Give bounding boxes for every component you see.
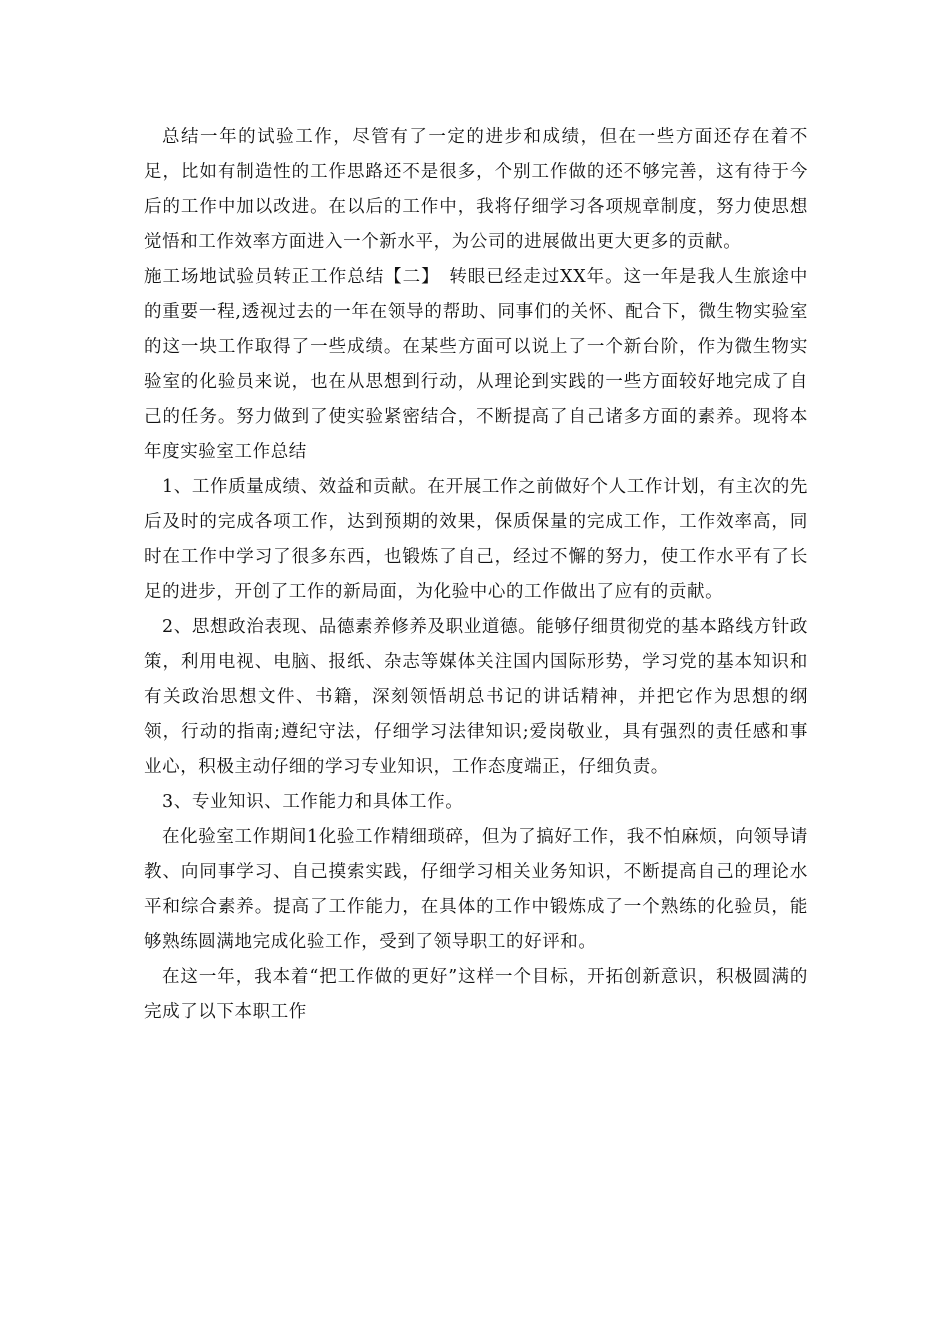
paragraph-item-2: 2、思想政治表现、品德素养修养及职业道德。能够仔细贯彻党的基本路线方针政策，利用电视、电脑、报纸、杂志等媒体关注国内国际形势，学习党的基本知识和有关政治思想文件、书籍，深刻领悟胡总书记的讲话精神，并把它作为思想的纲领，行动的指南;遵纪守法，仔细学习法律知识;爱岗敬业，具有强烈的责任感和事业心，积极主动仔细的学习专业知识，工作态度端正，仔细负责。 (144, 617, 808, 777)
document-body (144, 120, 808, 1030)
paragraph-item-1: 1、工作质量成绩、效益和贡献。在开展工作之前做好个人工作计划，有主次的先后及时的完成各项工作，达到预期的效果，保质保量的完成工作，工作效率高，同时在工作中学习了很多东西，也锻炼了自己，经过不懈的努力，使工作水平有了长足的进步，开创了工作的新局面，为化验中心的工作做出了应有的贡献。 (144, 477, 808, 602)
paragraph-summary: 总结一年的试验工作，尽管有了一定的进步和成绩，但在一些方面还存在着不足，比如有制造性的工作思路还不是很多，个别工作做的还不够完善，这有待于今后的工作中加以改进。在以后的工作中，我将仔细学习各项规章制度，努力使思想觉悟和工作效率方面进入一个新水平，为公司的进展做出更大更多的贡献。 (144, 127, 808, 252)
paragraph-item-3: 3、专业知识、工作能力和具体工作。 (162, 792, 464, 812)
paragraph-lab-work: 在化验室工作期间1化验工作精细琐碎，但为了搞好工作，我不怕麻烦，向领导请教、向同事学习、自己摸索实践，仔细学习相关业务知识，不断提高自己的理论水平和综合素养。提高了工作能力，在具体的工作中锻炼成了一个熟练的化验员，能够熟练圆满地完成化验工作，受到了领导职工的好评和。 (144, 827, 808, 952)
paragraph-section-two: 施工场地试验员转正工作总结【二】 转眼已经走过XX年。这一年是我人生旅途中的重要一程,透视过去的一年在领导的帮助、同事们的关怀、配合下，微生物实验室的这一块工作取得了一些成绩。在某些方面可以说上了一个新台阶，作为微生物实验室的化验员来说，也在从思想到行动，从理论到实践的一些方面较好地完成了自己的任务。努力做到了使实验紧密结合，不断提高了自己诸多方面的素养。现将本年度实验室工作总结 (144, 267, 808, 462)
paragraph-this-year: 在这一年，我本着“把工作做的更好”这样一个目标，开拓创新意识，积极圆满的完成了以下本职工作 (144, 967, 808, 1022)
